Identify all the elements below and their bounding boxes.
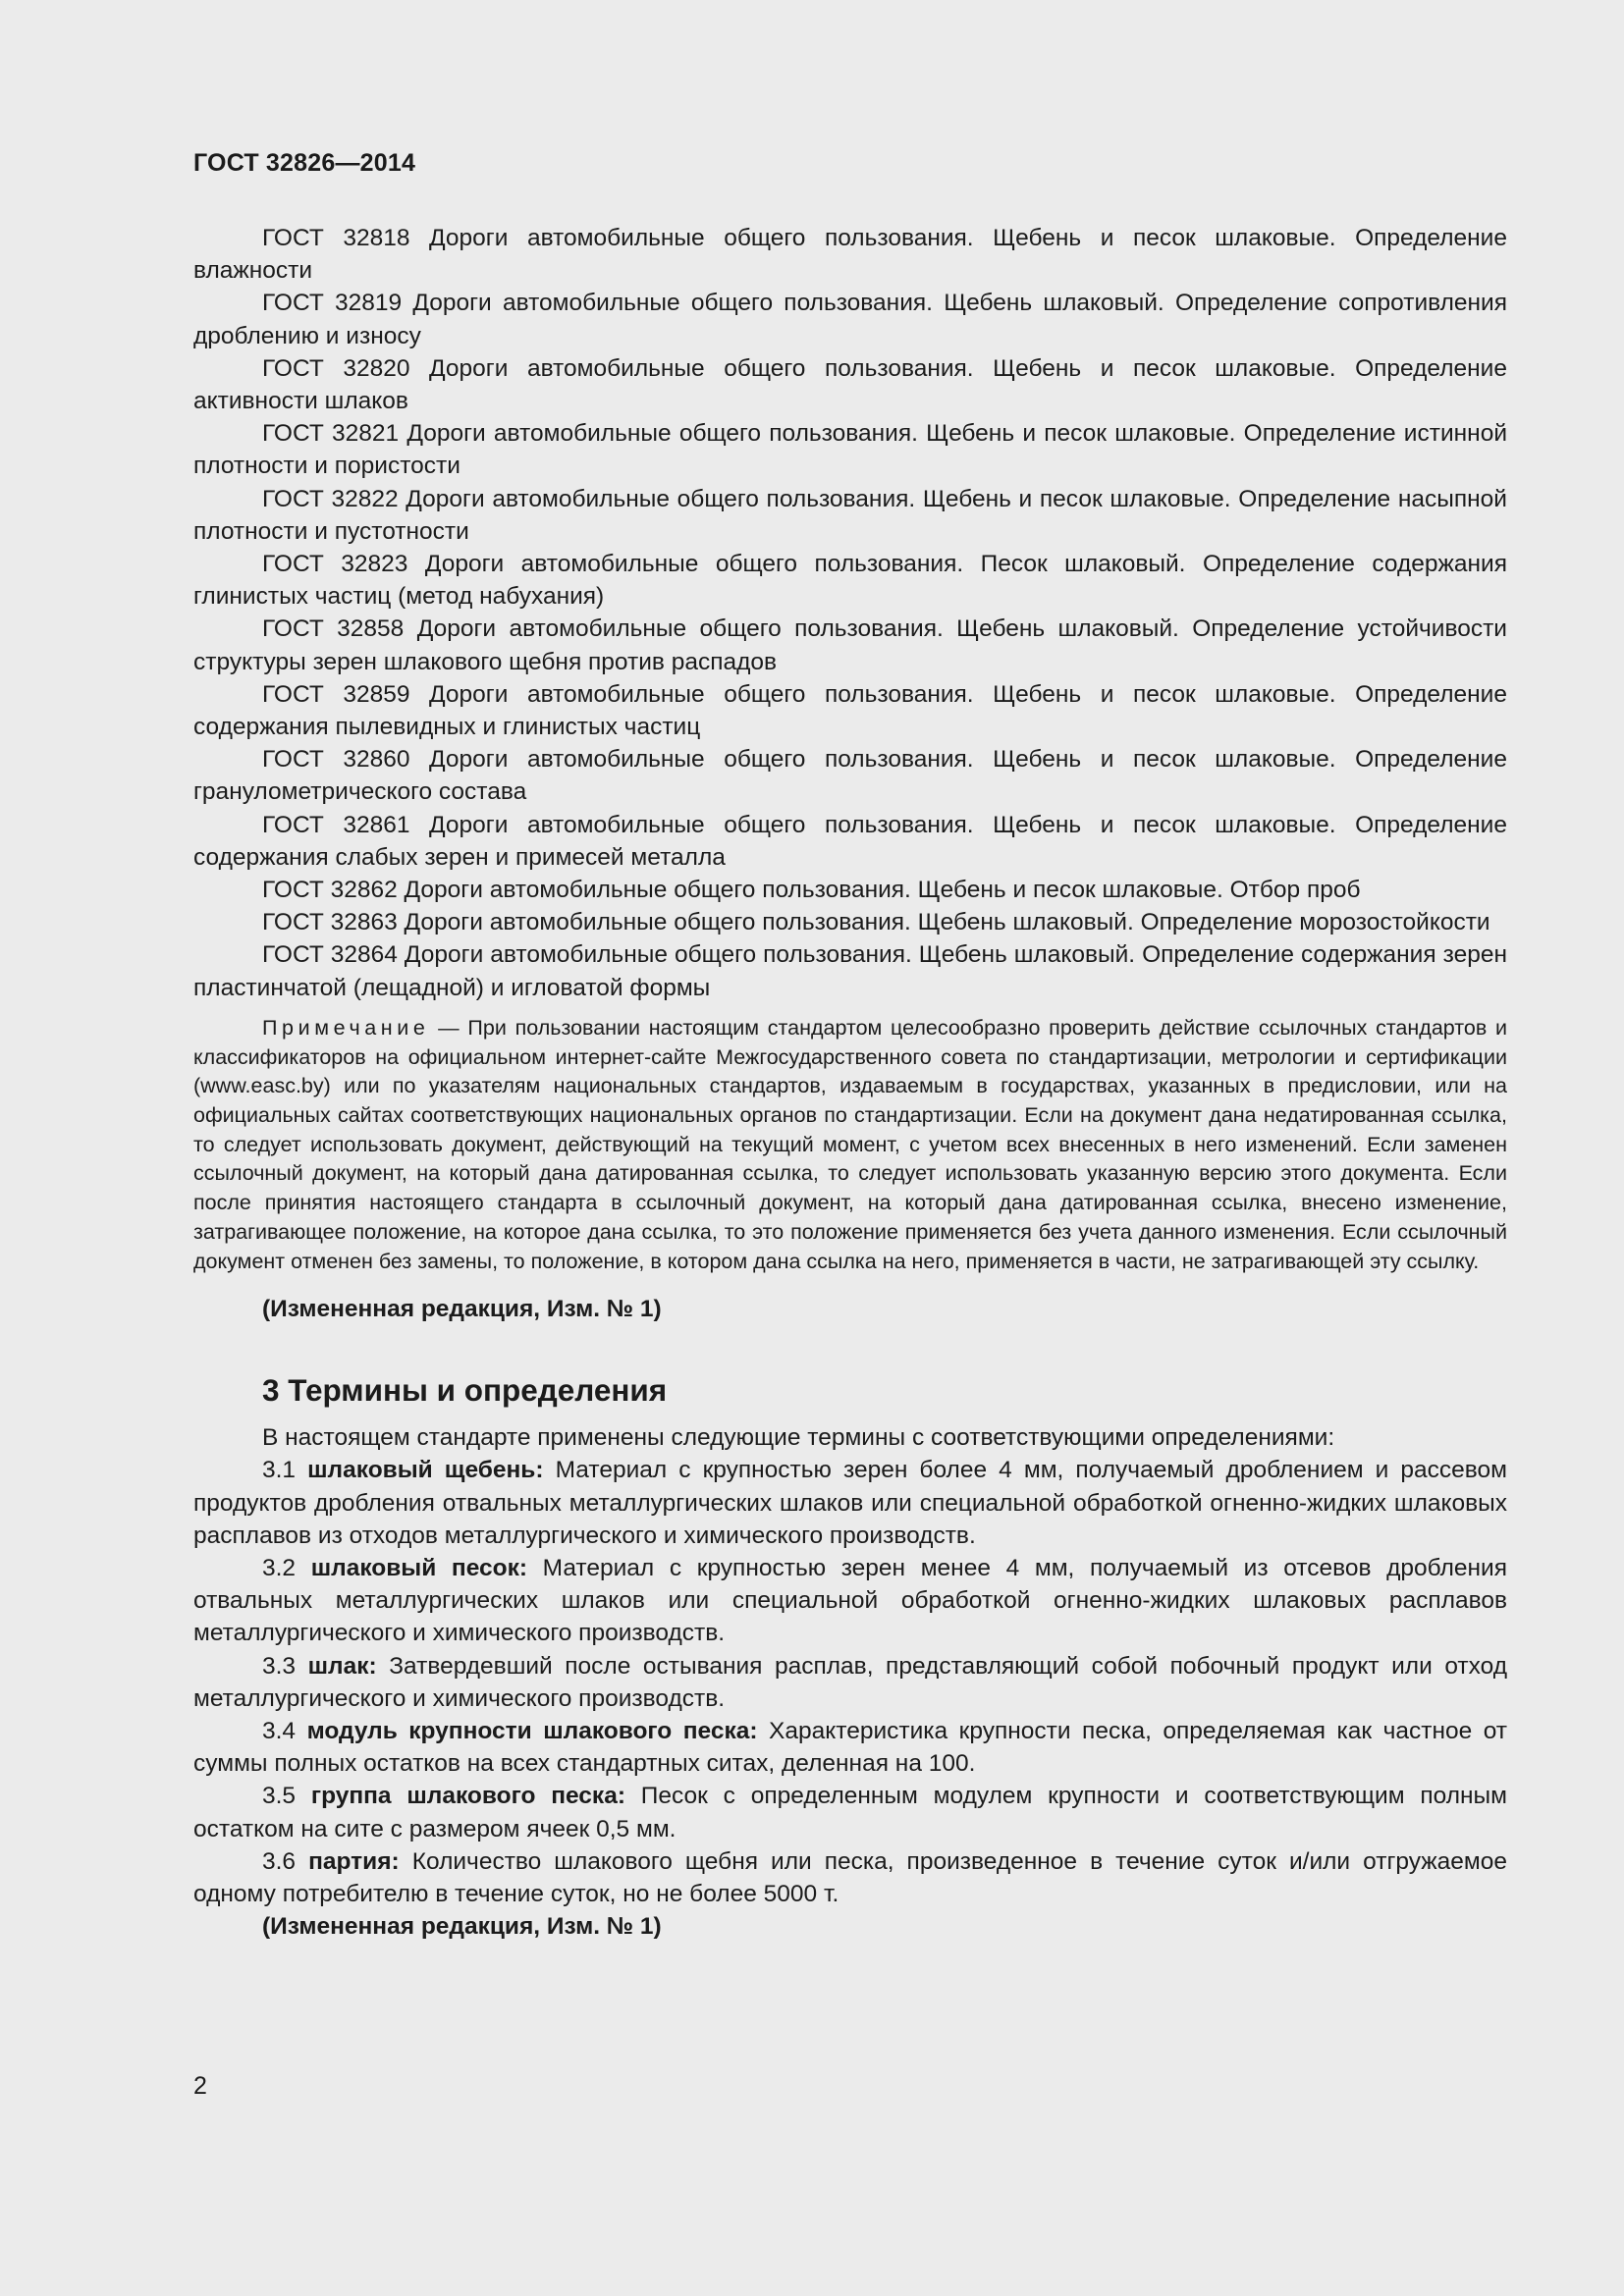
term-name: партия: bbox=[308, 1847, 400, 1875]
section-amendment-note: (Измененная редакция, Изм. № 1) bbox=[262, 1913, 662, 1941]
term-name: шлак: bbox=[307, 1652, 377, 1680]
note-label: Примечание bbox=[262, 1015, 430, 1040]
reference-item: ГОСТ 32821 Дороги автомобильные общего пользования. Щебень и песок шлаковые. Определение истинной плотности и пористости bbox=[193, 420, 1507, 480]
section-title: 3 Термины и определения bbox=[262, 1372, 668, 1409]
reference-item: ГОСТ 32819 Дороги автомобильные общего пользования. Щебень шлаковый. Определение сопротивления дроблению и износу bbox=[193, 290, 1507, 349]
page-content bbox=[193, 222, 1507, 1943]
term-entry bbox=[193, 1650, 1507, 1715]
reference-item: ГОСТ 32823 Дороги автомобильные общего пользования. Песок шлаковый. Определение содержания глинистых частиц (метод набухания) bbox=[193, 551, 1507, 611]
term-entry bbox=[193, 1715, 1507, 1780]
term-definition: Количество шлакового щебня или песка, произведенное в течение суток и/или отгружаемое одному потребителю в течение суток, но не более 5000 т. bbox=[193, 1847, 1507, 1908]
page-number: 2 bbox=[193, 2072, 207, 2100]
term-name: группа шлакового песка: bbox=[310, 1783, 625, 1810]
term-number: 3.3 bbox=[262, 1652, 297, 1680]
term-entry bbox=[193, 1845, 1507, 1910]
reference-item: ГОСТ 32863 Дороги автомобильные общего пользования. Щебень шлаковый. Определение морозостойкости bbox=[262, 909, 1490, 936]
reference-item: ГОСТ 32859 Дороги автомобильные общего пользования. Щебень и песок шлаковые. Определение содержания пылевидных и глинистых частиц bbox=[193, 680, 1507, 741]
section-intro: В настоящем стандарте применены следующие термины с соответствующими определениями: bbox=[262, 1424, 1335, 1452]
reference-item: ГОСТ 32861 Дороги автомобильные общего пользования. Щебень и песок шлаковые. Определение содержания слабых зерен и примесей металла bbox=[193, 811, 1507, 871]
reference-item: ГОСТ 32822 Дороги автомобильные общего пользования. Щебень и песок шлаковые. Определение насыпной плотности и пустотности bbox=[193, 485, 1507, 545]
term-definition: Песок с определенным модулем крупности и соответствующим полным остатком на сите с размером ячеек 0,5 мм. bbox=[193, 1783, 1507, 1842]
note-dash: — bbox=[429, 1015, 468, 1040]
note-block bbox=[193, 1014, 1507, 1276]
reference-item: ГОСТ 32818 Дороги автомобильные общего пользования. Щебень и песок шлаковые. Определение влажности bbox=[193, 225, 1507, 285]
reference-item: ГОСТ 32860 Дороги автомобильные общего пользования. Щебень и песок шлаковые. Определение гранулометрического состава bbox=[193, 746, 1507, 806]
term-number: 3.4 bbox=[262, 1718, 297, 1745]
term-name: шлаковый песок: bbox=[310, 1555, 528, 1582]
references-list bbox=[193, 222, 1507, 1004]
term-definition: Затвердевший после остывания расплав, представляющий собой побочный продукт или отход металлургического и химического производств. bbox=[193, 1652, 1507, 1712]
reference-item: ГОСТ 32858 Дороги автомобильные общего пользования. Щебень шлаковый. Определение устойчивости структуры зерен шлакового щебня против распадов bbox=[193, 615, 1507, 675]
term-definition: Характеристика крупности песка, определяемая как частное от суммы полных остатков на всех стандартных ситах, деленная на 100. bbox=[193, 1718, 1508, 1778]
term-entry bbox=[193, 1780, 1507, 1844]
term-number: 3.5 bbox=[262, 1783, 297, 1810]
term-number: 3.6 bbox=[262, 1847, 297, 1875]
note-text: При пользовании настоящим стандартом целесообразно проверить действие ссылочных стандартов и классификаторов на официальном интернет-сайте Межгосударственного совета по стандартизации, метрологии и сертификации (www.easc.by) или по указателям национальных стандартов, издаваемым в государствах, указанных в предисловии, или на официальных сайтах соответствующих национальных органов по стандартизации. Если на документ дана недатированная ссылка, то следует использовать документ, действующий на текущий момент, с учетом всех внесенных в него изменений. Если заменен ссылочный документ, на который дана датированная ссылка, то следует использовать указанную версию этого документа. Если после принятия настоящего стандарта в ссылочный документ, на который дана датированная ссылка, внесено изменение, затрагивающее положение, на которое дана ссылка, то это положение применяется без учета данного изменения. Если ссылочный документ отменен без замены, то положение, в котором дана ссылка на него, применяется в части, не затрагивающей эту ссылку. bbox=[193, 1015, 1507, 1273]
term-name: шлаковый щебень: bbox=[307, 1457, 544, 1484]
term-number: 3.2 bbox=[262, 1555, 297, 1582]
reference-item: ГОСТ 32820 Дороги автомобильные общего пользования. Щебень и песок шлаковые. Определение активности шлаков bbox=[193, 354, 1507, 415]
term-entry bbox=[193, 1552, 1507, 1650]
reference-item: ГОСТ 32864 Дороги автомобильные общего пользования. Щебень шлаковый. Определение содержания зерен пластинчатой (лещадной) и игловатой формы bbox=[193, 941, 1507, 1001]
term-number: 3.1 bbox=[262, 1457, 297, 1484]
amendment-note: (Измененная редакция, Изм. № 1) bbox=[262, 1296, 662, 1323]
term-name: модуль крупности шлакового песка: bbox=[306, 1718, 758, 1745]
term-definition: Материал с крупностью зерен более 4 мм, получаемый дроблением и рассевом продуктов дробления отвальных металлургических шлаков или специальной обработкой огненно-жидких шлаковых расплавов из отходов металлургического и химического производств. bbox=[193, 1457, 1508, 1549]
document-code: ГОСТ 32826—2014 bbox=[193, 149, 416, 177]
reference-item: ГОСТ 32862 Дороги автомобильные общего пользования. Щебень и песок шлаковые. Отбор проб bbox=[262, 877, 1361, 904]
term-definition: Материал с крупностью зерен менее 4 мм, получаемый из отсевов дробления отвальных металлургических шлаков или специальной обработкой огненно-жидких шлаковых расплавов металлургического и химического производств. bbox=[193, 1555, 1508, 1647]
term-entry bbox=[193, 1454, 1507, 1552]
